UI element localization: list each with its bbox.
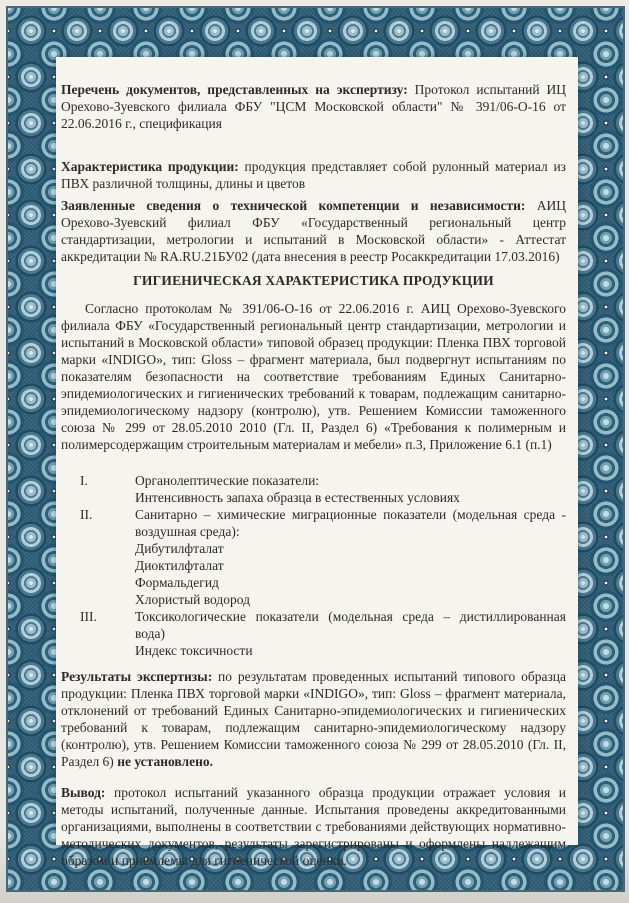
list-item-line: Дибутилфталат bbox=[135, 541, 224, 556]
section-results-verdict: не установлено. bbox=[117, 754, 213, 769]
section-competence-text: АИЦ Орехово-Зуевский филиал ФБУ «Государственный региональный центр стандартизации, метрологии и испытаний в Московской области» - Аттестат аккредитации № RA.RU.21БУ02 (дата внесения в реестр Росаккредитации 17.03.2016) bbox=[61, 198, 566, 264]
section-documents-list-text: Протокол испытаний ИЦ Орехово-Зуевского филиала ФБУ "ЦСМ Московской области" № 391/06-О-16 от 22.06.2016 г., спецификация bbox=[61, 82, 567, 131]
section-documents-list bbox=[61, 81, 566, 132]
indicator-list bbox=[61, 472, 566, 659]
section-competence bbox=[61, 197, 566, 265]
section-results-text: по результатам проведенных испытаний типового образца продукции: Пленка ПВХ торговой марки «INDIGO», тип: Gloss – фрагмент материала, отклонений от требований Единых Санитарно-эпидемиологических и гигиенических требований к товарам, подлежащим санитарно-эпидемиологическому надзору (контролю), утв. Решением Комиссии таможенного союза № 299 от 28.05.2010 (Гл. II, Раздел 6) bbox=[61, 669, 567, 769]
section-results-label: Результаты экспертизы: bbox=[61, 669, 213, 684]
certificate-paper bbox=[56, 57, 578, 868]
list-item-line: Формальдегид bbox=[135, 575, 219, 590]
section-product-characteristics-label: Характеристика продукции: bbox=[61, 159, 239, 174]
section-conclusion-label: Вывод: bbox=[61, 785, 106, 800]
list-item-numeral: III. bbox=[80, 609, 97, 624]
list-item-line: Санитарно – химические миграционные показатели (модельная среда - воздушная среда): bbox=[135, 507, 566, 539]
list-item-content bbox=[135, 506, 566, 608]
list-item bbox=[61, 506, 566, 608]
document-title: ГИГИЕНИЧЕСКАЯ ХАРАКТЕРИСТИКА ПРОДУКЦИИ bbox=[133, 273, 494, 288]
list-item-line: Токсикологические показатели (модельная среда – дистиллированная вода) bbox=[135, 609, 566, 641]
section-competence-label: Заявленные сведения о технической компетенции и независимости: bbox=[61, 198, 526, 213]
section-documents-list-label: Перечень документов, представленных на экспертизу: bbox=[61, 82, 408, 97]
section-results bbox=[61, 668, 566, 770]
list-item-numeral: II. bbox=[80, 507, 93, 522]
list-item-line: Хлористый водород bbox=[135, 592, 251, 607]
list-item-line: Органолептические показатели: bbox=[135, 473, 320, 488]
list-item-content bbox=[135, 472, 566, 506]
list-item-line: Диоктилфталат bbox=[135, 558, 224, 573]
list-item-line: Интенсивность запаха образца в естественных условиях bbox=[135, 490, 460, 505]
section-product-characteristics bbox=[61, 158, 566, 192]
list-item-content bbox=[135, 608, 566, 659]
section-product-characteristics-text: продукция представляет собой рулонный материал из ПВХ различной толщины, длины и цветов bbox=[61, 159, 567, 191]
list-item bbox=[61, 608, 566, 659]
section-conclusion bbox=[61, 784, 566, 869]
section-according-paragraph: Согласно протоколам № 391/06-О-16 от 22.06.2016 г. АИЦ Орехово-Зуевского филиала ФБУ «Государственный региональный центр стандартизации, метрологии и испытаний в Московской области» типовой образец продукции: Пленка ПВХ торговой марки «INDIGO», тип: Gloss – фрагмент материала, был подвергнут испытаниям по показателям безопасности на соответствие требованиям Единых Санитарно-эпидемиологических и гигиенических требований к товарам, подлежащим санитарно-эпидемиологическому надзору (контролю), утв. Решением Комиссии таможенного союза № 299 от 28.05.2010 2010 (Гл. II, Раздел 6) «Требования к полимерным и полимерсодержащим строительным материалам и мебели» п.3, Приложение 6.1 (п.1) bbox=[61, 301, 566, 452]
list-item bbox=[61, 472, 566, 506]
list-item-line: Индекс токсичности bbox=[135, 643, 253, 658]
section-conclusion-text: протокол испытаний указанного образца продукции отражает условия и методы испытаний, полученные данные. Испытания проведены аккредитованными организациями, выполнены в соответствии с требованиями действующих нормативно-методических документов, результаты зарегистрированы и оформлены надлежащим образом и приемлемы для гигиенической оценки. bbox=[61, 785, 566, 868]
list-item-numeral: I. bbox=[80, 473, 88, 488]
